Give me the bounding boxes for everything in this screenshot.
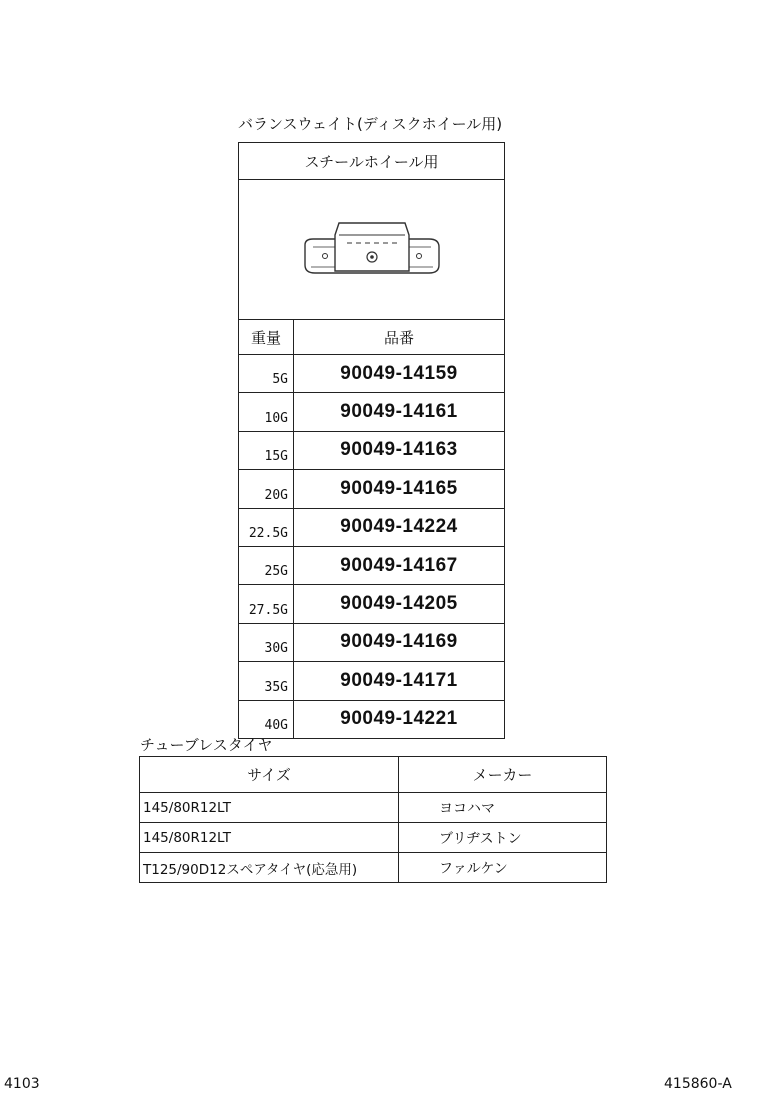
part-number-cell: 90049-14169: [294, 623, 505, 661]
weight-cell: 15G: [239, 431, 294, 469]
tire-maker-cell: ブリヂストン: [399, 823, 607, 853]
weight-cell: 27.5G: [239, 585, 294, 623]
col-maker-header: メーカー: [399, 757, 607, 793]
balance-weight-icon: [297, 215, 447, 285]
part-number-cell: 90049-14224: [294, 508, 505, 546]
table-row: [239, 623, 505, 661]
table-row: [239, 662, 505, 700]
weight-cell: 30G: [239, 623, 294, 661]
tire-size-cell: T125/90D12スペアタイヤ(応急用): [140, 853, 399, 883]
table-row: [239, 470, 505, 508]
part-number-cell: 90049-14167: [294, 546, 505, 584]
part-number-cell: 90049-14171: [294, 662, 505, 700]
col-weight-header: 重量: [239, 320, 294, 355]
col-size-header: サイズ: [140, 757, 399, 793]
table-row: [239, 393, 505, 431]
part-number-cell: 90049-14163: [294, 431, 505, 469]
tire-table: [139, 756, 607, 883]
part-number-cell: 90049-14221: [294, 700, 505, 738]
part-number-cell: 90049-14161: [294, 393, 505, 431]
table-row: [239, 355, 505, 393]
table-row: [239, 508, 505, 546]
weight-cell: 5G: [239, 355, 294, 393]
tire-size-cell: 145/80R12LT: [140, 823, 399, 853]
balance-weight-table: [238, 142, 505, 739]
table-header: スチールホイール用: [239, 143, 505, 180]
table-row: [239, 585, 505, 623]
weight-cell: 20G: [239, 470, 294, 508]
weight-cell: 25G: [239, 546, 294, 584]
table-row: [239, 546, 505, 584]
table-row: [140, 853, 607, 883]
part-number-cell: 90049-14205: [294, 585, 505, 623]
table-row: [239, 700, 505, 738]
tire-maker-cell: ヨコハマ: [399, 793, 607, 823]
page-number: 4103: [4, 1076, 40, 1092]
weight-cell: 22.5G: [239, 508, 294, 546]
weight-cell: 40G: [239, 700, 294, 738]
section-title: バランスウェイト(ディスクホイール用): [238, 115, 503, 133]
table-row: [140, 823, 607, 853]
part-number-cell: 90049-14159: [294, 355, 505, 393]
weight-cell: 10G: [239, 393, 294, 431]
table-row: [140, 793, 607, 823]
tire-size-cell: 145/80R12LT: [140, 793, 399, 823]
table-row: [239, 431, 505, 469]
tire-maker-cell: ファルケン: [399, 853, 607, 883]
tire-section-title: チューブレスタイヤ: [140, 736, 273, 754]
document-code: 415860-A: [664, 1076, 732, 1092]
weight-cell: 35G: [239, 662, 294, 700]
col-part-header: 品番: [294, 320, 505, 355]
part-number-cell: 90049-14165: [294, 470, 505, 508]
weight-illustration: [239, 180, 505, 320]
